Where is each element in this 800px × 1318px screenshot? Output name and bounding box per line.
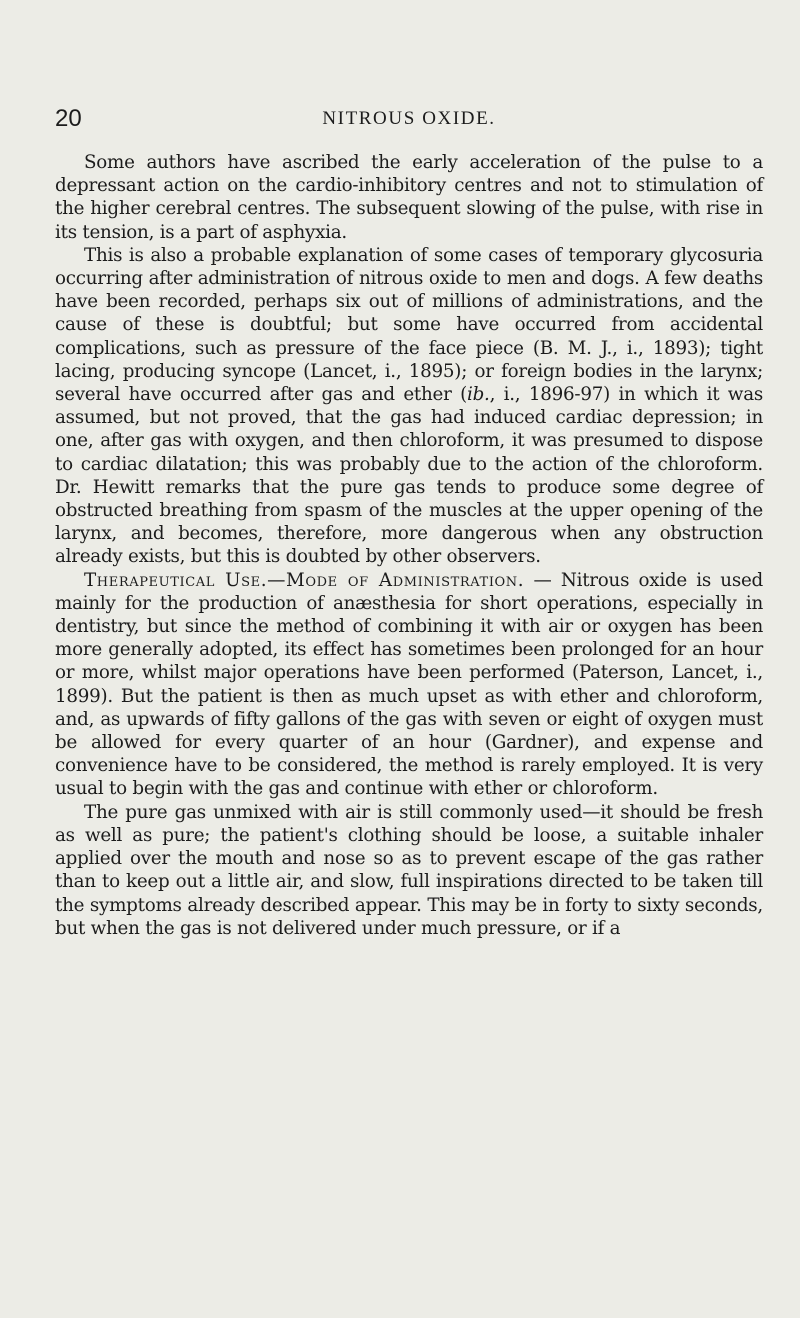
- page-header: [55, 104, 763, 134]
- paragraph-1: Some authors have ascribed the early acceleration of the pulse to a depressant action on the cardio-inhibitory centres and not to stimulation of the higher cerebral centres. The subsequent slowing of the pulse, with rise in its tension, is a part of asphyxia.: [55, 152, 763, 243]
- running-title: NITROUS OXIDE.: [322, 108, 496, 129]
- paragraph-2: [55, 244, 763, 569]
- paragraph-3: [55, 569, 763, 801]
- paragraph-2-text: This is also a probable explanation of some cases of temporary glycosuria occurring after administration of nitrous oxide to men and dogs. A few deaths have been recorded, perhaps six out of millions of administrations, and the cause of these is doubtful; but some have occurred from accidental complications, such as pressure of the face piece (B. M. J., i., 1893); tight lacing, producing syncope (Lancet, i., 1895); or foreign bodies in the larynx; several have occurred after gas and ether (: [55, 244, 763, 406]
- paragraph-3-text: — Nitrous oxide is used mainly for the production of anæsthesia for short operations, especially in dentistry, but since the method of combining it with air or oxygen has been more generally adopted, its effect has sometimes been prolonged for an hour or more, whilst major operations have been performed (Paterson, Lancet, i., 1899). But the patient is then as much upset as with ether and chloroform, and, as upwards of fifty gallons of the gas with seven or eight of oxygen must be allowed for every quarter of an hour (Gardner), and expense and convenience have to be considered, the method is rarely employed. It is very usual to begin with the gas and continue with ether or chloroform.: [55, 569, 763, 800]
- section-heading: Therapeutical Use.—Mode of Administration.: [84, 569, 525, 591]
- paragraph-2-continuation: , i., 1896-97) in which it was assumed, but not proved, that the gas had induced cardiac depression; in one, after gas with oxygen, and then chloroform, it was presumed to dispose to cardiac dilatation; this was probably due to the action of the chloroform. Dr. Hewitt remarks that the pure gas tends to produce some degree of obstructed breathing from spasm of the muscles at the upper opening of the larynx, and becomes, therefore, more dangerous when any obstruction already exists, but this is doubted by other observers.: [55, 384, 763, 568]
- body-text: [55, 151, 763, 940]
- ibid-abbreviation: ib.: [466, 384, 490, 406]
- paragraph-4: The pure gas unmixed with air is still commonly used—it should be fresh as well as pure; the patient's clothing should be loose, a suitable inhaler applied over the mouth and nose so as to prevent escape of the gas rather than to keep out a little air, and slow, full inspirations directed to be taken till the symptoms already described appear. This may be in forty to sixty seconds, but when the gas is not delivered under much pressure, or if a: [55, 801, 763, 939]
- page-number: 20: [55, 105, 82, 132]
